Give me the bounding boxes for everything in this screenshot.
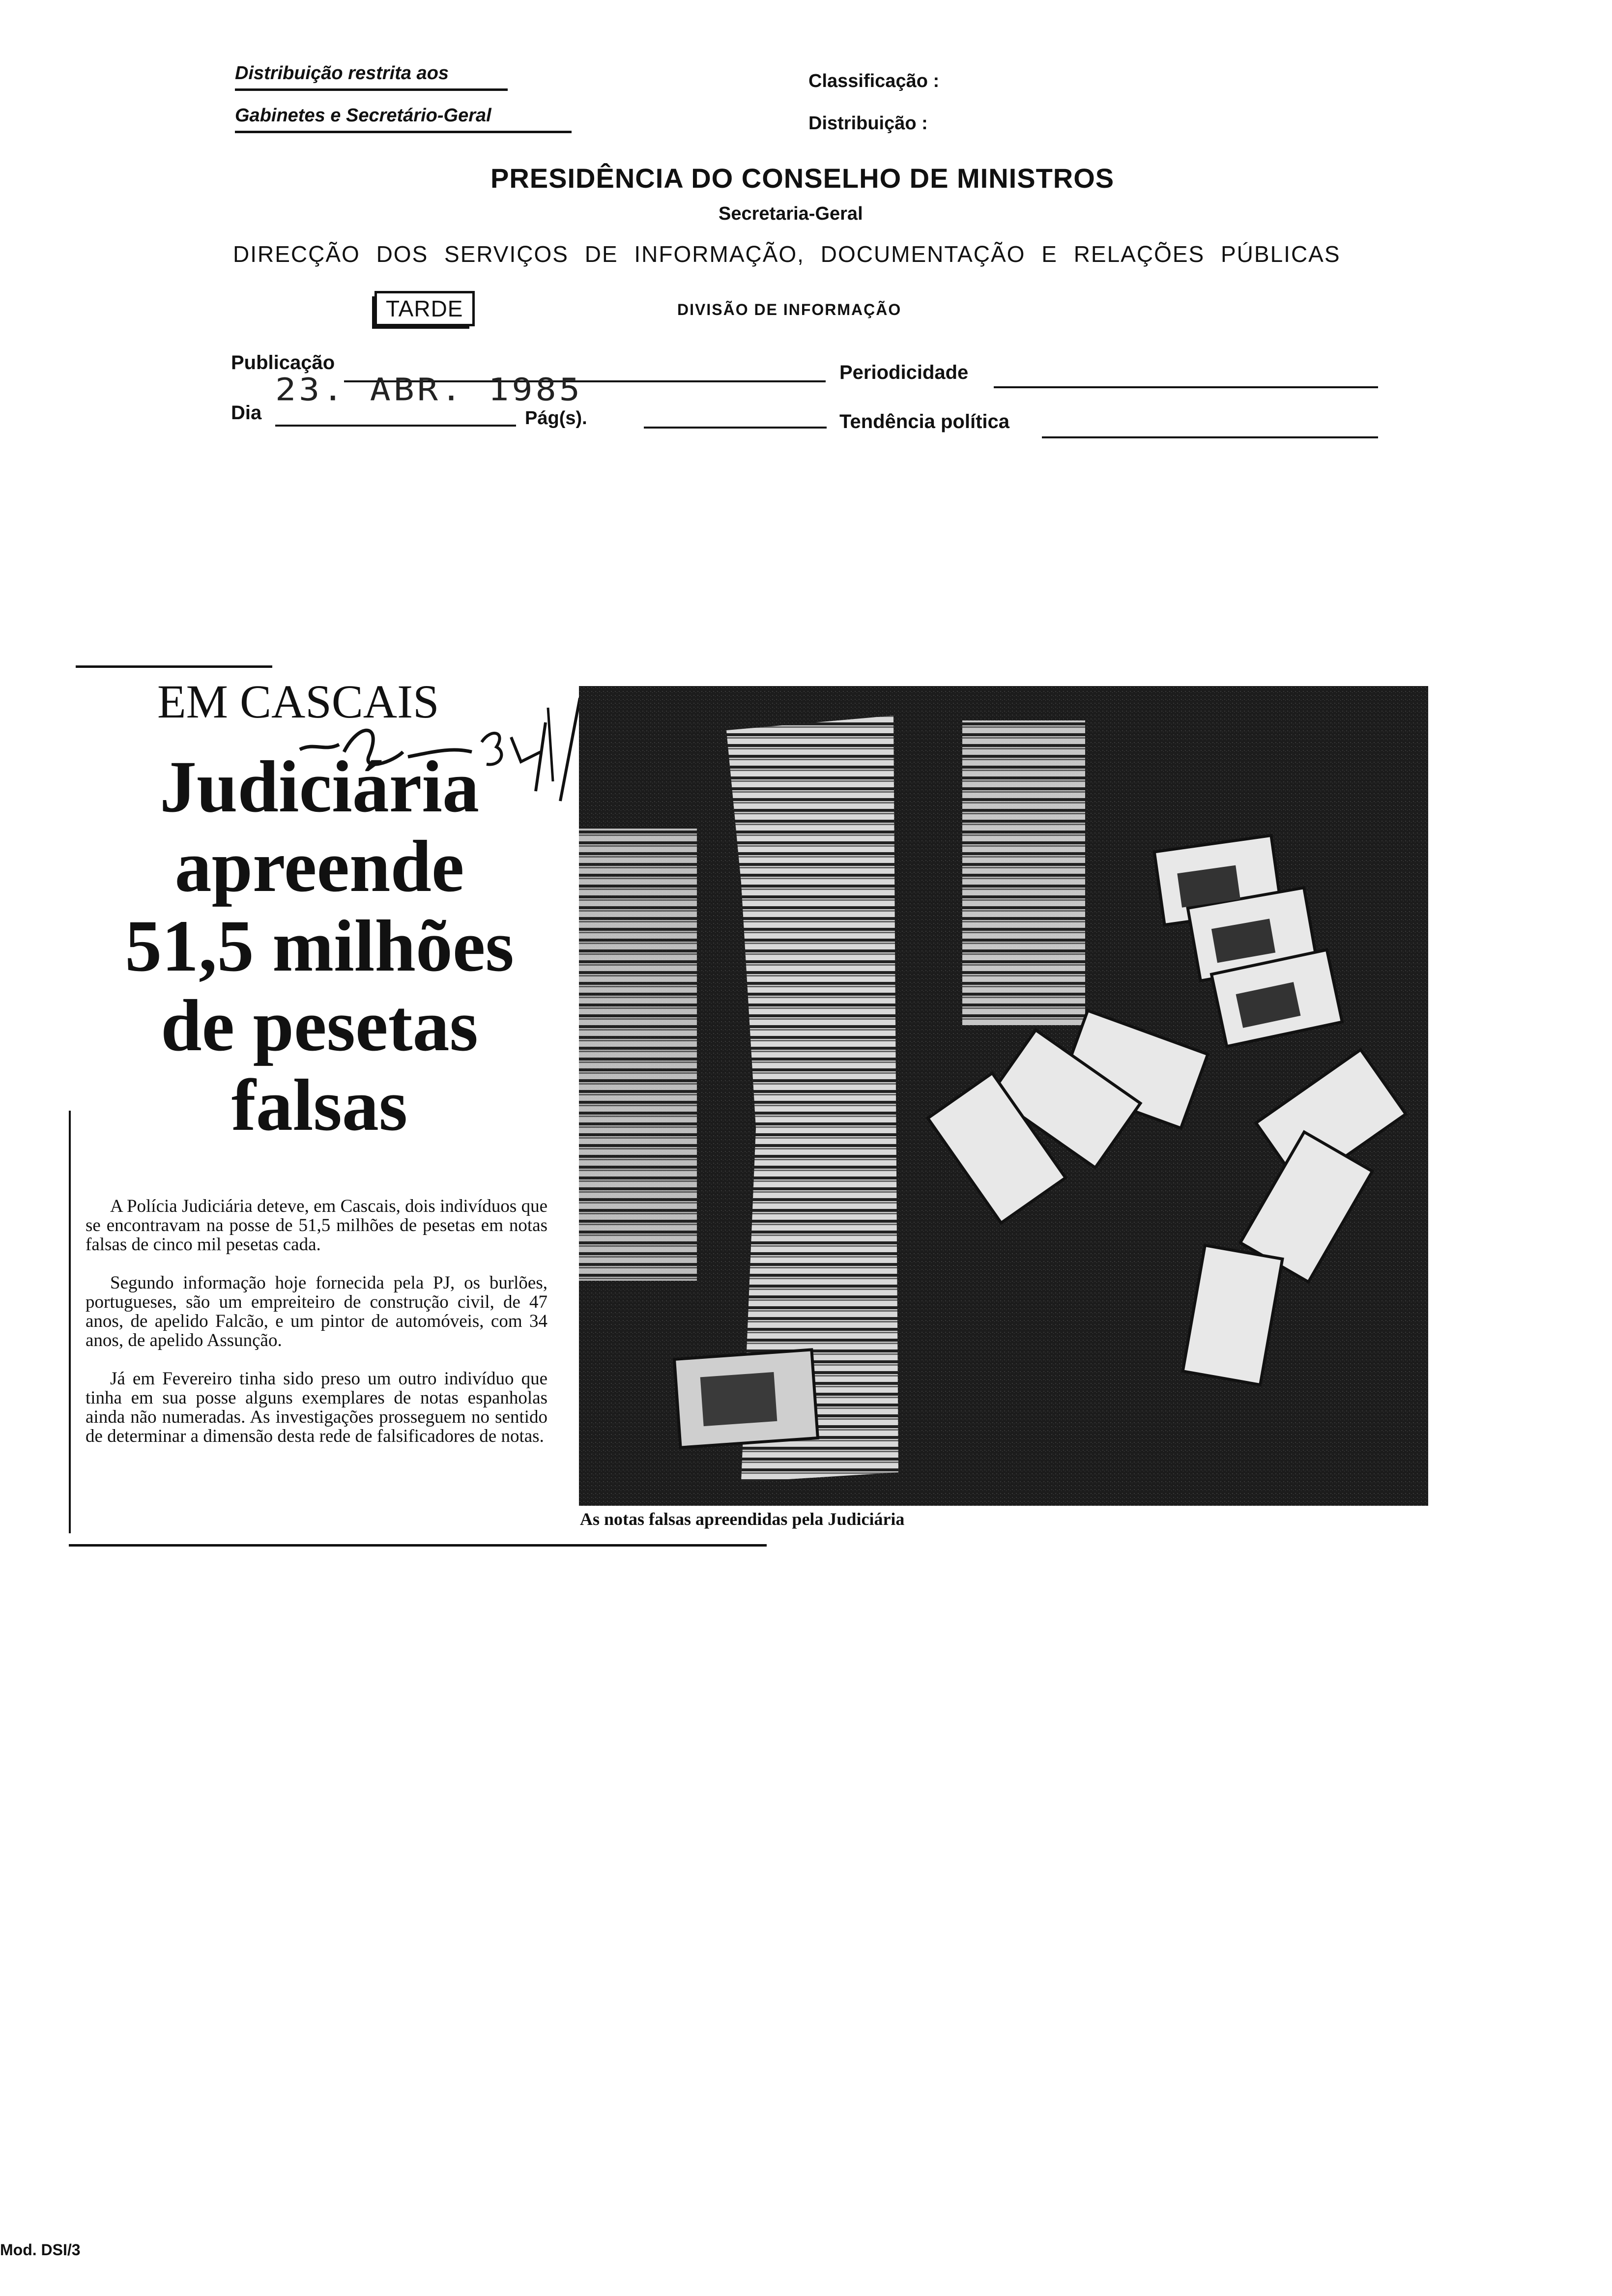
periodicity-label: Periodicidade (839, 362, 969, 383)
political-tendency-field-line (1042, 436, 1378, 438)
headline-line-4: de pesetas (161, 985, 478, 1066)
article-headline (74, 747, 565, 1145)
form-code: Mod. DSI/3 (0, 2241, 81, 2259)
restriction-line-2: Gabinetes e Secretário-Geral (235, 105, 491, 126)
article-paragraph-3: Já em Fevereiro tinha sido preso um outro indivíduo que tinha em sua posse alguns exemplares de notas espanholas ainda não numeradas. As investigações prosseguem no sentido de determinar a dimensão desta rede de falsificadores de notas. (86, 1369, 547, 1446)
pages-label: Pág(s). (525, 408, 587, 429)
restriction-underline-2 (235, 131, 572, 133)
periodicity-field-line (994, 386, 1378, 388)
article-body (86, 1177, 547, 1465)
headline-line-2: apreende (174, 826, 464, 907)
article-bottom-rule (69, 1544, 767, 1547)
division-label: DIVISÃO DE INFORMAÇÃO (677, 301, 902, 318)
banknotes-photo-image (579, 686, 1428, 1506)
headline-line-1: Judiciária (159, 746, 480, 828)
photo-caption: As notas falsas apreendidas pela Judiciária (580, 1509, 905, 1529)
department-line: DIRECÇÃO DOS SERVIÇOS DE INFORMAÇÃO, DOCUMENTAÇÃO E RELAÇÕES PÚBLICAS (233, 241, 1341, 267)
pages-field-line (644, 427, 827, 429)
headline-line-5: falsas (231, 1064, 408, 1146)
date-stamp: 23. ABR. 1985 (275, 372, 583, 408)
restriction-underline-1 (235, 88, 508, 91)
article-kicker: EM CASCAIS (157, 675, 439, 728)
political-tendency-label: Tendência política (839, 411, 1009, 432)
publication-label: Publicação (231, 352, 335, 373)
restriction-line-1: Distribuição restrita aos (235, 63, 449, 84)
article-top-rule (76, 665, 272, 668)
distribution-label: Distribuição : (808, 113, 928, 134)
classification-label: Classificação : (808, 71, 940, 91)
page-title: PRESIDÊNCIA DO CONSELHO DE MINISTROS (490, 163, 1115, 194)
article-left-rule (69, 1111, 71, 1533)
article-photo (579, 686, 1428, 1506)
article-paragraph-1: A Polícia Judiciária deteve, em Cascais, dois indivíduos que se encontravam na posse de 51,5 milhões de pesetas em notas falsas de cinco mil pesetas cada. (86, 1196, 547, 1255)
day-label: Dia (231, 402, 262, 424)
publication-stamp: TARDE (374, 291, 475, 326)
headline-line-3: 51,5 milhões (125, 905, 514, 987)
page-subtitle: Secretaria-Geral (719, 203, 863, 224)
article-paragraph-2: Segundo informação hoje fornecida pela PJ, os burlões, portugueses, são um empreiteiro de construção civil, de 47 anos, de apelido Falcão, e um pintor de automóveis, com 34 anos, de apelido Assunção. (86, 1273, 547, 1350)
day-field-line (275, 425, 516, 427)
